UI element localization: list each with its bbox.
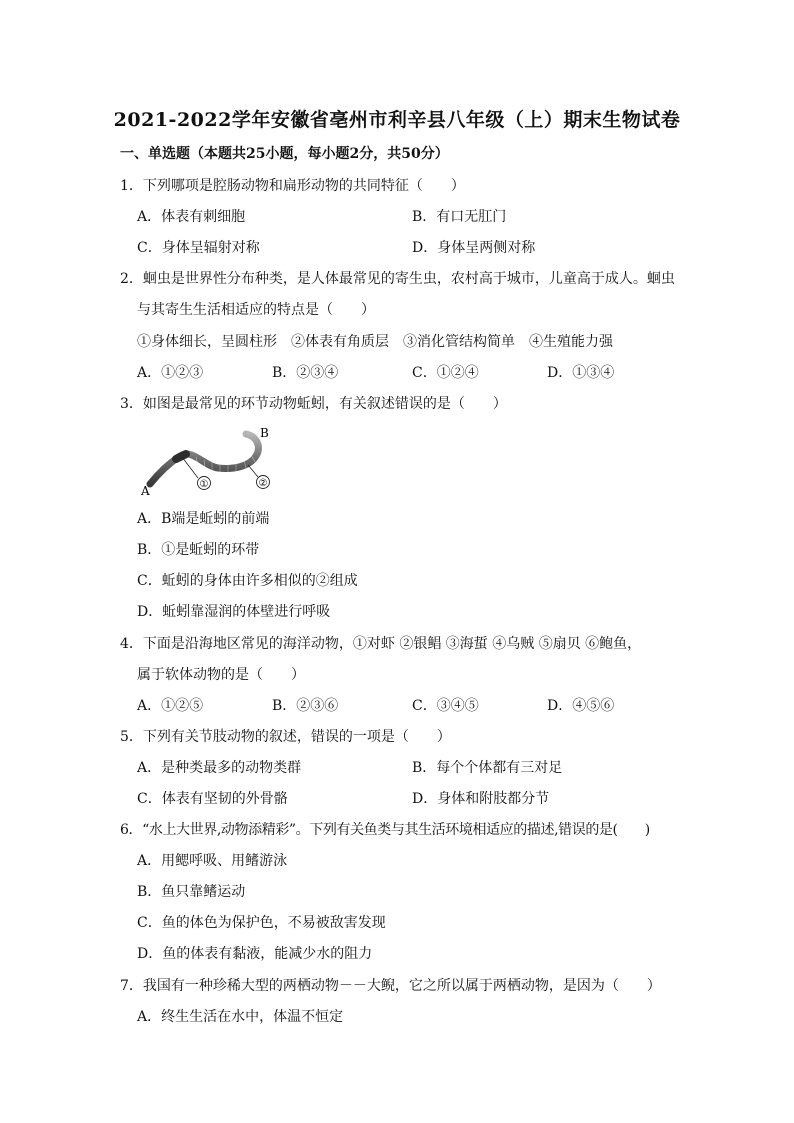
question-5-stem: 5．下列有关节肢动物的叙述，错误的一项是（ ）: [120, 729, 451, 745]
question-6-stem: 6．“水上大世界,动物添精彩”。下列有关鱼类与其生活环境相适应的描述,错误的是( ): [120, 822, 650, 838]
question-7-option-a: A．终生生活在水中，体温不恒定: [137, 1009, 344, 1025]
question-7-stem: 7．我国有一种珍稀大型的两栖动物－－大鲵，它之所以属于两栖动物，是因为（ ）: [120, 978, 661, 994]
question-1-option-c: C．身体呈辐射对称: [137, 240, 260, 256]
question-2-option-d: D．①③④: [547, 365, 615, 381]
question-2-stem: 2．蛔虫是世界性分布种类，是人体最常见的寄生虫，农村高于城市，儿童高于成人。蛔虫: [120, 271, 675, 287]
question-1-option-a: A．体表有刺细胞: [137, 209, 246, 225]
question-5-option-b: B．每个个体都有三对足: [412, 760, 563, 776]
question-4-stem-continued: 属于软体动物的是（ ）: [137, 667, 305, 683]
label-2-text: ②: [258, 478, 268, 489]
question-6-option-b: B．鱼只靠鳍运动: [137, 884, 246, 900]
question-4-option-d: D．④⑤⑥: [547, 698, 615, 714]
question-2-stem-continued: 与其寄生生活相适应的特点是（ ）: [137, 302, 375, 318]
question-3-option-c: C．蚯蚓的身体由许多相似的②组成: [137, 573, 358, 589]
question-2-items: ①身体细长，呈圆柱形 ②体表有角质层 ③消化管结构简单 ④生殖能力强: [137, 334, 613, 350]
question-3-option-a: A．B端是蚯蚓的前端: [137, 511, 270, 527]
question-6-option-a: A．用鳃呼吸、用鳍游泳: [137, 853, 288, 869]
question-4-option-c: C．③④⑤: [412, 698, 479, 714]
question-1-stem: 1．下列哪项是腔肠动物和扁形动物的共同特征（ ）: [120, 178, 465, 194]
question-2-option-c: C．①②④: [412, 365, 479, 381]
question-3-stem: 3．如图是最常见的环节动物蚯蚓，有关叙述错误的是（ ）: [120, 396, 507, 412]
earthworm-figure: [138, 424, 280, 498]
question-2-option-b: B．②③④: [272, 365, 339, 381]
question-6-option-c: C．鱼的体色为保护色，不易被敌害发现: [137, 915, 386, 931]
question-4-option-a: A．①②⑤: [137, 698, 204, 714]
earthworm-clitellum: [176, 454, 186, 459]
question-4-stem: 4．下面是沿海地区常见的海洋动物，①对虾 ②银鲳 ③海蜇 ④乌贼 ⑤扇贝 ⑥鲍鱼，: [120, 636, 642, 652]
question-5-option-c: C．体表有坚韧的外骨骼: [137, 791, 288, 807]
question-5-option-d: D．身体和附肢都分节: [412, 791, 550, 807]
label-b-text: B: [260, 426, 269, 440]
label-1-text: ①: [199, 479, 209, 490]
question-5-option-a: A．是种类最多的动物类群: [137, 760, 302, 776]
question-6-option-d: D．鱼的体表有黏液，能减少水的阻力: [137, 946, 373, 962]
question-1-option-b: B．有口无肛门: [412, 209, 507, 225]
label-a-text: A: [141, 484, 150, 498]
page-title: 2021-2022学年安徽省亳州市利辛县八年级（上）期末生物试卷: [113, 109, 681, 131]
label-2-pointer: [248, 465, 258, 477]
question-4-option-b: B．②③⑥: [272, 698, 339, 714]
question-2-option-a: A．①②③: [137, 365, 204, 381]
question-1-option-d: D．身体呈两侧对称: [412, 240, 536, 256]
question-3-option-d: D．蚯蚓靠湿润的体壁进行呼吸: [137, 604, 331, 620]
question-3-option-b: B．①是蚯蚓的环带: [137, 542, 260, 558]
section-heading: 一、单选题（本题共25小题，每小题2分，共50分）: [120, 146, 449, 162]
